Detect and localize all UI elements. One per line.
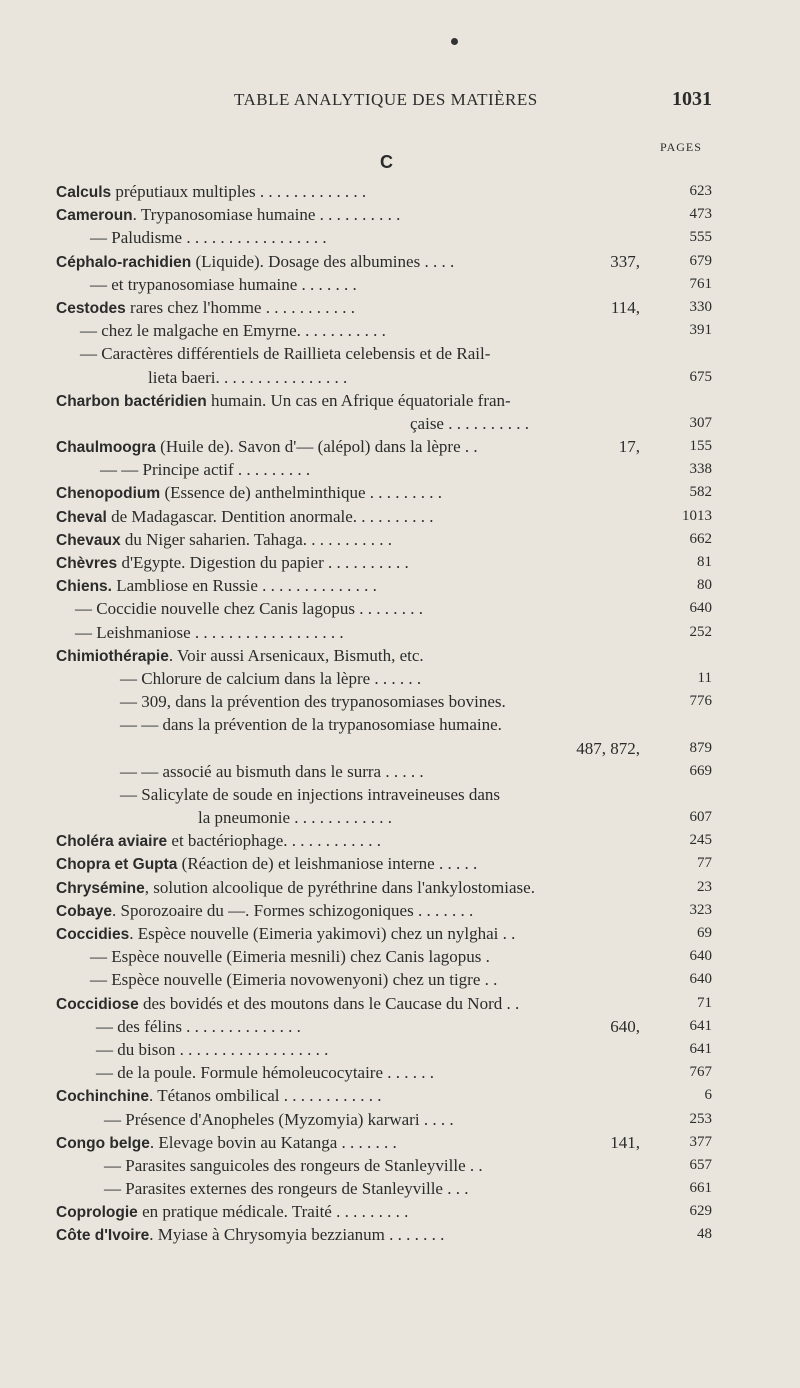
entry-text <box>56 481 442 505</box>
entry-page-number: 776 <box>689 693 712 710</box>
entry-text <box>56 1084 381 1108</box>
index-entry <box>0 667 800 690</box>
entry-page-number: 391 <box>689 322 712 339</box>
index-entry <box>0 296 800 319</box>
entry-page-number: 23 <box>697 878 712 895</box>
entry-description: — Présence d'Anopheles (Myzomyia) karwari . . . . <box>104 1109 454 1129</box>
entry-description: préputiaux multiples . . . . . . . . . . . . . <box>111 182 367 201</box>
entry-keyword: Coccidies <box>56 926 130 943</box>
index-entry <box>0 968 800 991</box>
entry-text <box>56 528 392 552</box>
header-page-number: 1031 <box>672 88 712 110</box>
entry-description: (Liquide). Dosage des albumines . . . . <box>191 251 455 271</box>
entry-description: , solution alcoolique de pyréthrine dans l'ankylostomiase. <box>144 877 535 897</box>
entry-description: . Voir aussi Arsenicaux, Bismuth, etc. <box>168 645 424 665</box>
running-header <box>0 90 800 114</box>
entry-description: — Espèce nouvelle (Eimeria mesnili) chez Canis lagopus . <box>90 947 490 967</box>
index-entry <box>0 342 800 365</box>
entry-text <box>56 389 511 413</box>
entry-description: — Parasites externes des rongeurs de Stanleyville . . . <box>104 1179 469 1199</box>
entry-text <box>56 1131 397 1155</box>
index-entry <box>0 319 800 342</box>
entry-page-number: 245 <box>689 832 712 849</box>
entry-text <box>90 226 327 249</box>
entry-description: — de la poule. Formule hémoleucocytaire . . . . . . <box>96 1063 435 1083</box>
entry-text <box>148 366 347 389</box>
index-entry <box>0 1038 800 1061</box>
entry-page-number: 473 <box>689 206 712 223</box>
entry-description: . Sporozoaire du —. Formes schizogoniques . . . . . . . <box>112 900 474 920</box>
entry-description: de Madagascar. Dentition anormale. . . . . . . . . . <box>106 506 434 526</box>
entry-description: (Essence de) anthelminthique . . . . . . . . . <box>160 483 443 503</box>
index-entry <box>0 829 800 852</box>
entry-text <box>120 667 421 690</box>
index-entry <box>0 922 800 945</box>
entry-keyword: Chimiothérapie <box>56 647 169 665</box>
entry-description: çaise . . . . . . . . . . <box>410 413 529 433</box>
entry-text <box>56 203 400 227</box>
entry-page-number: 675 <box>689 368 712 385</box>
entry-description: humain. Un cas en Afrique équatoriale fran- <box>206 390 511 410</box>
entry-text <box>56 180 366 204</box>
entry-text <box>56 852 477 876</box>
entry-page-number: 71 <box>697 994 712 1011</box>
entry-description: d'Egypte. Digestion du papier . . . . . . . . . . <box>117 553 409 572</box>
index-entry <box>0 737 800 760</box>
entry-text <box>90 945 490 968</box>
entry-text <box>198 806 392 829</box>
entry-keyword: Chopra et Gupta <box>56 856 178 874</box>
entry-description: — chez le malgache en Emyrne. . . . . . . . . . . <box>80 321 386 341</box>
entry-description: — Caractères différentiels de Raillieta celebensis et de Rail- <box>80 344 491 364</box>
entry-description: rares chez l'homme . . . . . . . . . . . <box>125 297 355 317</box>
entry-text <box>75 621 344 644</box>
entry-page-number: 377 <box>689 1133 712 1150</box>
index-entry <box>0 273 800 296</box>
index-entry <box>0 528 800 551</box>
entry-page-number: 338 <box>689 461 712 478</box>
index-entry <box>0 899 800 922</box>
entry-description: — des félins . . . . . . . . . . . . . . <box>96 1016 301 1036</box>
index-entry <box>0 876 800 899</box>
index-entry <box>0 1061 800 1084</box>
entry-page-number: 761 <box>689 275 712 292</box>
entry-page-number: 80 <box>697 577 712 594</box>
entry-description: — du bison . . . . . . . . . . . . . . . . . . <box>96 1039 329 1059</box>
entry-text <box>56 922 515 946</box>
index-entry <box>0 551 800 574</box>
entry-page-number: 607 <box>689 809 712 826</box>
entry-page-number: 1013 <box>682 507 712 524</box>
entry-page-number: 657 <box>689 1156 712 1173</box>
entry-page-number: 77 <box>697 855 712 872</box>
entry-keyword: Cochinchine <box>56 1088 150 1106</box>
entry-text <box>96 1015 301 1038</box>
index-entry <box>0 458 800 481</box>
entry-text <box>80 319 386 342</box>
index-entry <box>0 760 800 783</box>
index-entry <box>0 992 800 1015</box>
index-entry <box>0 481 800 504</box>
index-entry <box>0 366 800 389</box>
entry-description: — Salicylate de soude en injections intraveineuses dans <box>120 784 501 804</box>
entry-page-number: 662 <box>689 530 712 547</box>
entry-inline-pages: 17, <box>618 437 640 457</box>
entry-keyword: Congo belge <box>56 1134 150 1152</box>
entry-keyword: Cestodes <box>56 299 126 317</box>
entry-description: Lambliose en Russie . . . . . . . . . . . . . . <box>111 576 377 596</box>
index-entry <box>0 435 800 458</box>
header-title: TABLE ANALYTIQUE DES MATIÈRES <box>234 90 538 109</box>
entry-text <box>56 1200 408 1224</box>
entry-description: . Myiase à Chrysomyia bezzianum . . . . . . . <box>149 1225 445 1245</box>
entry-description: lieta baeri. . . . . . . . . . . . . . . . <box>148 367 348 387</box>
entry-keyword: Cheval <box>56 508 107 526</box>
entry-description: et bactériophage. . . . . . . . . . . . <box>167 831 382 851</box>
entry-keyword: Céphalo-rachidien <box>56 253 192 271</box>
entry-page-number: 155 <box>689 438 712 455</box>
entry-description: — Chlorure de calcium dans la lèpre . . . . . . <box>120 668 422 688</box>
entry-page-number: 879 <box>689 739 712 756</box>
entry-keyword: Choléra aviaire <box>56 833 168 851</box>
index-entry <box>0 1200 800 1223</box>
index-entry <box>0 1131 800 1154</box>
entry-keyword: Coccidiose <box>56 995 139 1013</box>
entry-page-number: 69 <box>697 925 712 941</box>
entry-description: la pneumonie . . . . . . . . . . . . <box>198 808 393 828</box>
entry-text <box>120 713 502 736</box>
entry-description: . Elevage bovin au Katanga . . . . . . . <box>149 1132 397 1152</box>
entry-text <box>56 876 535 900</box>
index-entry <box>0 505 800 528</box>
entry-text <box>410 412 529 435</box>
entry-keyword: Chevaux <box>56 531 121 549</box>
entry-text <box>56 1223 444 1247</box>
entry-text <box>96 1061 434 1084</box>
entry-text <box>56 435 478 459</box>
entry-text <box>56 296 355 320</box>
index-entry <box>0 1108 800 1131</box>
entry-inline-pages: 337, <box>610 251 640 271</box>
index-entry <box>0 1015 800 1038</box>
entry-text <box>56 644 424 668</box>
entry-text <box>56 574 377 598</box>
entry-description: en pratique médicale. Traité . . . . . . . . . <box>137 1202 409 1222</box>
entry-keyword: Chrysémine <box>56 879 145 897</box>
index-entry <box>0 412 800 435</box>
index-entry <box>0 1084 800 1107</box>
section-letter: C <box>380 152 393 172</box>
pages-column-label: PAGES <box>660 140 702 154</box>
entry-page-number: 623 <box>689 183 712 199</box>
index-entry <box>0 226 800 249</box>
entry-page-number: 307 <box>689 414 712 431</box>
entry-description: — Espèce nouvelle (Eimeria novowenyoni) chez un tigre . . <box>90 970 498 990</box>
entry-text <box>56 505 434 529</box>
entry-text <box>80 342 490 365</box>
index-entry <box>0 852 800 875</box>
entry-description: — — Principe actif . . . . . . . . . <box>100 460 311 480</box>
entry-keyword: Chiens. <box>56 578 112 596</box>
index-entry <box>0 644 800 667</box>
entry-page-number: 640 <box>689 600 712 617</box>
entry-inline-pages: 640, <box>610 1016 640 1036</box>
index-entry <box>0 713 800 736</box>
entry-description: . Tétanos ombilical . . . . . . . . . . . . <box>149 1086 382 1106</box>
entry-page-number: 640 <box>689 971 712 988</box>
entry-text <box>56 829 381 853</box>
entry-text <box>56 992 519 1016</box>
index-entry <box>0 1154 800 1177</box>
index-entry <box>0 180 800 203</box>
entry-page-number: 641 <box>689 1017 712 1034</box>
entry-text <box>96 1038 328 1061</box>
index-entry <box>0 574 800 597</box>
entry-description: — — dans la prévention de la trypanosomiase humaine. <box>120 715 502 735</box>
entry-page-number: 582 <box>689 484 712 501</box>
index-entry <box>0 806 800 829</box>
entry-keyword: Côte d'Ivoire <box>56 1227 150 1245</box>
entry-page-number: 661 <box>689 1180 712 1197</box>
entry-description: — — associé au bismuth dans le surra . . . . . <box>120 761 424 781</box>
index-entries <box>0 180 800 1247</box>
entry-text <box>90 273 357 296</box>
index-entry <box>0 203 800 226</box>
entry-page-number: 330 <box>689 298 712 315</box>
entry-text <box>120 760 424 783</box>
index-entry <box>0 945 800 968</box>
entry-text <box>104 1177 468 1200</box>
entry-text <box>120 783 500 806</box>
entry-description: du Niger saharien. Tahaga. . . . . . . . . . . <box>120 529 392 549</box>
index-entry <box>0 1177 800 1200</box>
entry-page-number: 323 <box>689 901 712 918</box>
entry-description: (Huile de). Savon d'— (alépol) dans la lèpre . . <box>155 437 478 457</box>
index-entry <box>0 1223 800 1246</box>
index-entry <box>0 690 800 713</box>
entry-inline-pages: 141, <box>610 1132 640 1152</box>
entry-text <box>120 690 506 713</box>
entry-page-number: 679 <box>689 252 712 269</box>
entry-keyword: Chenopodium <box>56 485 161 503</box>
entry-text <box>56 551 409 575</box>
entry-description: — 309, dans la prévention des trypanosomiases bovines. <box>120 692 506 712</box>
entry-text <box>100 458 310 481</box>
entry-page-number: 81 <box>697 554 712 570</box>
entry-page-number: 11 <box>697 669 712 686</box>
entry-keyword: Coprologie <box>56 1204 138 1222</box>
entry-text <box>104 1108 454 1131</box>
entry-keyword: Cameroun <box>56 207 133 225</box>
entry-text <box>90 968 497 991</box>
entry-page-number: 629 <box>689 1203 712 1220</box>
entry-text <box>75 597 423 620</box>
entry-description: — Parasites sanguicoles des rongeurs de Stanleyville . . <box>104 1155 483 1175</box>
entry-inline-pages: 487, 872, <box>576 738 640 758</box>
entry-text <box>104 1154 483 1177</box>
entry-text <box>56 250 454 274</box>
entry-description: . Trypanosomiase humaine . . . . . . . . . . <box>132 205 401 225</box>
entry-page-number: 6 <box>704 1087 712 1104</box>
entry-page-number: 252 <box>689 623 712 640</box>
entry-text <box>56 899 473 923</box>
entry-description: — Paludisme . . . . . . . . . . . . . . . . . <box>90 228 327 248</box>
ink-dot <box>451 38 458 45</box>
entry-inline-pages: 114, <box>610 297 640 317</box>
entry-page-number: 555 <box>689 229 712 246</box>
entry-description: — Leishmaniose . . . . . . . . . . . . . . . . . . <box>75 622 344 642</box>
entry-description: des bovidés et des moutons dans le Caucase du Nord . . <box>138 993 520 1013</box>
entry-description: . Espèce nouvelle (Eimeria yakimovi) chez un nylghai . . <box>129 924 516 943</box>
entry-page-number: 641 <box>689 1040 712 1057</box>
entry-description: (Réaction de) et leishmaniose interne . . . . . <box>177 854 478 874</box>
entry-keyword: Chèvres <box>56 555 118 572</box>
index-entry <box>0 389 800 412</box>
entry-page-number: 669 <box>689 762 712 779</box>
entry-keyword: Charbon bactéridien <box>56 392 207 410</box>
index-entry <box>0 621 800 644</box>
entry-page-number: 640 <box>689 948 712 965</box>
entry-description: — et trypanosomiase humaine . . . . . . . <box>90 274 357 294</box>
entry-description: — Coccidie nouvelle chez Canis lagopus . . . . . . . . <box>75 599 423 619</box>
entry-page-number: 48 <box>697 1226 712 1243</box>
index-entry <box>0 250 800 273</box>
index-entry <box>0 783 800 806</box>
entry-keyword: Calculs <box>56 184 112 201</box>
entry-page-number: 253 <box>689 1110 712 1127</box>
entry-page-number: 767 <box>689 1064 712 1081</box>
entry-keyword: Cobaye <box>56 902 112 920</box>
entry-keyword: Chaulmoogra <box>56 439 156 457</box>
index-entry <box>0 597 800 620</box>
